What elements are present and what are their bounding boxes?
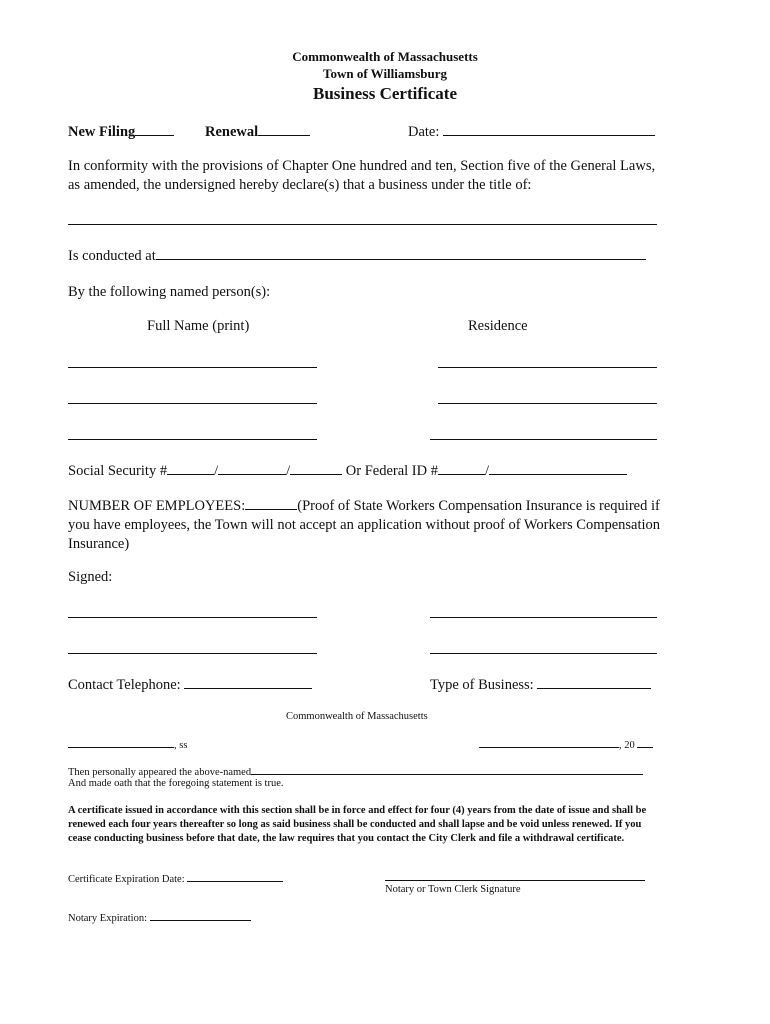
ssn-part-2[interactable] [218, 461, 286, 475]
renewal-blank[interactable] [258, 122, 310, 136]
notary-expiration-row: Notary Expiration: [68, 910, 251, 924]
residence-header: Residence [468, 318, 528, 334]
new-filing-blank[interactable] [135, 122, 174, 136]
header-line-1: Commonwealth of Massachusetts [292, 49, 478, 64]
conducted-at-blank[interactable] [156, 246, 646, 260]
new-filing-label: New Filing [68, 122, 174, 141]
appeared-row: Then personally appeared the above-named [68, 764, 643, 778]
signed-label: Signed: [68, 569, 113, 585]
contact-telephone-blank[interactable] [184, 675, 312, 689]
date-blank[interactable] [443, 122, 655, 136]
notary-signature-label: Notary or Town Clerk Signature [385, 884, 521, 895]
header-line-2: Town of Williamsburg [322, 66, 448, 81]
type-of-business-row: Type of Business: [430, 675, 651, 694]
signature-line-2[interactable] [430, 617, 657, 618]
page-title: Business Certificate [312, 84, 457, 103]
renewal-label: Renewal [205, 122, 310, 141]
person-name-line-1[interactable] [68, 367, 317, 368]
notary-date-blank[interactable] [479, 737, 619, 748]
person-residence-line-3[interactable] [430, 439, 657, 440]
oath-statement: And made oath that the foregoing statement is true. [68, 778, 284, 789]
county-blank[interactable] [68, 737, 174, 748]
conducted-at-label: Is conducted at [68, 246, 646, 265]
appeared-name-blank[interactable] [251, 764, 643, 775]
person-name-line-2[interactable] [68, 403, 317, 404]
persons-intro: By the following named person(s): [68, 284, 271, 300]
social-security-row: Social Security # / / Or Federal ID # / [68, 461, 627, 480]
county-ss-row: , ss [68, 737, 187, 751]
notary-commonwealth: Commonwealth of Massachusetts [286, 711, 428, 722]
contact-telephone-row: Contact Telephone: [68, 675, 312, 694]
person-name-line-3[interactable] [68, 439, 317, 440]
signature-line-1[interactable] [68, 617, 317, 618]
type-of-business-blank[interactable] [537, 675, 651, 689]
signature-line-3[interactable] [68, 653, 317, 654]
date-label: Date: [408, 122, 655, 141]
person-residence-line-1[interactable] [438, 367, 657, 368]
person-residence-line-2[interactable] [438, 403, 657, 404]
federal-id-part-2[interactable] [489, 461, 627, 475]
notary-expiration-blank[interactable] [150, 910, 251, 921]
employees-count-blank[interactable] [245, 496, 297, 510]
ssn-part-1[interactable] [167, 461, 214, 475]
notary-signature-line[interactable] [385, 880, 645, 881]
signature-line-4[interactable] [430, 653, 657, 654]
employees-paragraph: NUMBER OF EMPLOYEES: (Proof of State Workers Compensation Insurance is required if you have employees, the Town will not accept an application without proof of Workers Compensation Insurance) [68, 498, 661, 552]
federal-id-part-1[interactable] [438, 461, 485, 475]
notary-year-blank[interactable] [637, 737, 653, 748]
intro-paragraph: In conformity with the provisions of Chapter One hundred and ten, Section five of the General Laws, as amended, the undersigned hereby declare(s) that a business under the title of: [68, 158, 656, 193]
full-name-header: Full Name (print) [147, 318, 250, 334]
cert-expiration-blank[interactable] [187, 871, 283, 882]
business-title-line[interactable] [68, 224, 657, 225]
certificate-notice: A certificate issued in accordance with this section shall be in force and effect for four (4) years from the date of issue and shall be renewed each four years thereafter so long as said business shall be conducted and shall lapse and be void unless renewed. If you cease conducting business before that date, the law requires that you contact the City Clerk and file a withdrawal certificate. [68, 805, 647, 844]
cert-expiration-row: Certificate Expiration Date: [68, 871, 283, 885]
ssn-part-3[interactable] [290, 461, 342, 475]
notary-date-row: , 20 [479, 737, 653, 751]
